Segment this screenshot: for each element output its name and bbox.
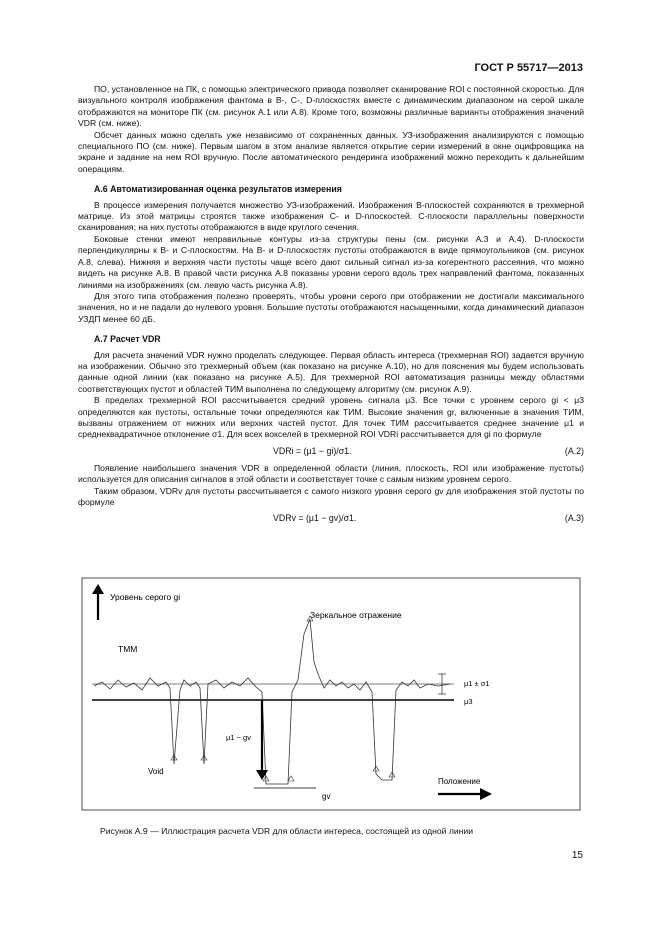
void-label: Void	[148, 767, 164, 776]
vdr-illustration	[78, 574, 584, 814]
y-axis-label: Уровень серого gi	[110, 592, 181, 602]
paragraph: Для расчета значений VDR нужно проделать следующее. Первая область интереса (трехмерная ROI) задается вручную на изображении. Обычно это трехмерный объем (как показано на рисунке А.10), но для пояснения мы будем использовать данные одной линии (как показано на рисунке А.5). Для трехмерной ROI автоматизация разницы между областями соответствующих пустот и областей ТИМ выполнена по следующему алгоритму (см. рисунок А.9).	[78, 349, 584, 394]
mirror-label: Зеркальное отражение	[310, 610, 402, 620]
diff-arrow-head	[256, 770, 268, 780]
formula-a2	[78, 441, 584, 463]
tmm-label: ТММ	[118, 644, 138, 654]
gv-label: gv	[322, 792, 331, 801]
formula-a3	[78, 508, 584, 530]
formula-text: VDRi = (μ1 − gi)/σ1.	[273, 445, 352, 456]
paragraph: Боковые стенки имеют неправильные контуры из-за структуры пены (см. рисунки А.3 и А.4). D-плоскости перпендикулярны к B- и C-плоскостям. На B- и D-плоскостях пустоты отображаются в виде прямоугольников (см. рисунок А.8, слева). Нижняя и верхняя части пустоты чаще всего дают сильный сигнал из-за когерентного рассеяния, что можно видеть на рисунке А.8. В правой части рисунка А.8 показаны уровни серого вдоль трех направлений фантома, показанных линиями на изображениях (см. левую часть рисунка А.8).	[78, 233, 584, 290]
paragraph: Для этого типа отображения полезно проверять, чтобы уровни серого при отображении не достигали максимального значения, но и не падали до нулевого уровня. Большие пустоты отображаются насыщенными, когда динамический диапазон УЗДП менее 60 дБ.	[78, 290, 584, 324]
paragraph: В процессе измерения получается множество УЗ-изображений. Изображения B-плоскостей сохраняются в трехмерной матрице. Из этой матрицы строятся также изображения C- и D-плоскостей. C-плоскости параллельны поверхности сканирования; на них пустоты отображаются в виде круглого сечения.	[78, 199, 584, 233]
mu3-label: μ3	[464, 697, 473, 706]
formula-text: VDRv = (μ1 − gv)/σ1.	[273, 513, 357, 524]
section-title-a7: А.7 Расчет VDR	[94, 334, 161, 345]
section-title-a6: А.6 Автоматизированная оценка результатов измерения	[94, 184, 342, 195]
paragraph: Появление наибольшего значения VDR в определенной области (линия, плоскость, ROI или изображение пустоты) используется для описания сигналов в этой области и соответствует точке с самым низким уровнем серого.	[78, 462, 584, 485]
paragraph: В пределах трехмерной ROI рассчитывается средний уровень сигнала μ3. Все точки с уровнем серого gi < μ3 определяются как пустоты, остальные точки определяются как ТИМ. Высокие значения gr, включенные в значения ТИМ, вызваны отражением от нижних или верхних частей пустот. Для точек ТИМ рассчитывается среднее значение μ1 и среднеквадратичное отклонение σ1. Для всех вокселей в трехмерной ROI VDRi рассчитывается для gi по формуле	[78, 395, 584, 440]
paragraph: Обсчет данных можно сделать уже независимо от сохраненных данных. УЗ-изображения анализируются с помощью специального ПО (см. ниже). Первым шагом в этом анализе является открытие серии измерений в окне оцифровщика на экране и задание на нем ROI вручную. После автоматического рендеринга изображений можно переходить к дальнейшим операциям.	[78, 129, 584, 174]
mu-sigma-label: μ1 ± σ1	[464, 679, 490, 688]
position-label: Положение	[438, 777, 481, 786]
diff-label: μ1 − gv	[226, 733, 251, 742]
page-number: 15	[571, 850, 583, 861]
paragraph: ПО, установленное на ПК, с помощью электрического привода позволяет сканирование ROI с постоянной скоростью. Для визуального контроля изображения фантома в B-, C-, D-плоскостях вместе с динамическим диапазоном на серой шкале отображаются на мониторе ПК (см. рисунок А.1 или А.8). Кроме того, возможны различные варианты отображения значений VDR (см. ниже).	[78, 84, 584, 129]
figure-caption: Рисунок А.9 — Иллюстрация расчета VDR для области интереса, состоящей из одной линии	[100, 826, 474, 836]
body-text	[78, 84, 584, 530]
paragraph: Таким образом, VDRv для пустоты рассчитывается с самого низкого уровня серого gv для изображения этой пустоты по формуле	[78, 485, 584, 507]
document-header: ГОСТ Р 55717—2013	[474, 62, 583, 74]
formula-number: (А.2)	[564, 445, 584, 456]
position-arrow-head	[480, 788, 492, 800]
void-markers	[171, 616, 395, 781]
y-arrow-head	[92, 584, 104, 594]
figure-a9	[78, 574, 584, 814]
formula-number: (А.3)	[564, 513, 584, 524]
signal-trace	[94, 619, 450, 784]
